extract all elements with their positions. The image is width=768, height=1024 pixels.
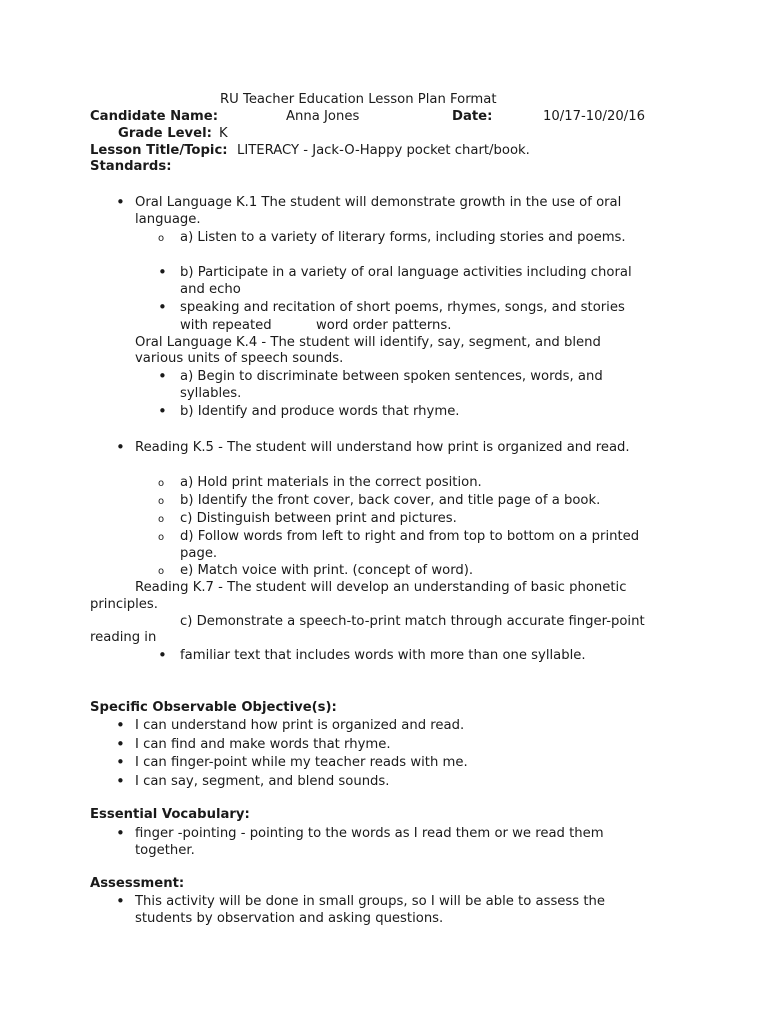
standard-k5-c: c) Distinguish between print and pictures. (180, 511, 457, 526)
standard-oral-k1-cont: language. (135, 212, 201, 227)
objective-item: I can finger-point while my teacher reads with me. (135, 755, 468, 770)
standard-oral-k4: Oral Language K.4 - The student will identify, say, segment, and blend (135, 335, 601, 350)
objective-item: I can find and make words that rhyme. (135, 737, 391, 752)
standard-k1-c-cont: with repeated (180, 318, 272, 333)
candidate-name-value: Anna Jones (286, 109, 360, 124)
vocabulary-item-cont: together. (135, 843, 195, 858)
standard-k1-b: b) Participate in a variety of oral language activities including choral (180, 265, 632, 280)
objective-item: I can understand how print is organized and read. (135, 718, 465, 733)
open-bullet-icon: o (158, 566, 165, 577)
bullet-icon: • (158, 402, 167, 420)
standards-heading: Standards: (90, 159, 172, 174)
grade-level-value: K (219, 126, 228, 141)
standard-oral-k4-cont: various units of speech sounds. (135, 351, 344, 366)
open-bullet-icon: o (158, 478, 165, 489)
lesson-title-label: Lesson Title/Topic: (90, 143, 228, 158)
assessment-heading: Assessment: (90, 876, 185, 891)
lesson-title-value: LITERACY - Jack-O-Happy pocket chart/book. (237, 143, 530, 158)
standard-oral-k1: Oral Language K.1 The student will demonstrate growth in the use of oral (135, 195, 622, 210)
bullet-icon: • (158, 367, 167, 385)
bullet-icon: • (116, 716, 125, 734)
standard-k4-b: b) Identify and produce words that rhyme. (180, 404, 460, 419)
standard-k5-d-cont: page. (180, 546, 218, 561)
grade-level-label: Grade Level: (118, 126, 212, 141)
assessment-item: This activity will be done in small groups, so I will be able to assess the (135, 894, 605, 909)
candidate-name-label: Candidate Name: (90, 109, 218, 124)
open-bullet-icon: o (158, 514, 165, 525)
standard-reading-k5: Reading K.5 - The student will understand how print is organized and read. (135, 440, 630, 455)
bullet-icon: • (116, 735, 125, 753)
standard-k5-d: d) Follow words from left to right and from top to bottom on a printed (180, 529, 640, 544)
objectives-heading: Specific Observable Objective(s): (90, 700, 337, 715)
date-value: 10/17-10/20/16 (543, 109, 645, 124)
standard-k1-a: a) Listen to a variety of literary forms, including stories and poems. (180, 230, 626, 245)
standard-k7-c: c) Demonstrate a speech-to-print match through accurate finger-point (180, 614, 645, 629)
standard-k7-c-cont2: familiar text that includes words with more than one syllable. (180, 648, 586, 663)
objective-item: I can say, segment, and blend sounds. (135, 774, 390, 789)
standard-k5-a: a) Hold print materials in the correct position. (180, 475, 482, 490)
standard-k4-a-cont: syllables. (180, 386, 242, 401)
standard-reading-k7-cont: principles. (90, 597, 158, 612)
standard-k5-e: e) Match voice with print. (concept of word). (180, 563, 474, 578)
bullet-icon: • (116, 772, 125, 790)
bullet-icon: • (116, 193, 125, 211)
bullet-icon: • (158, 646, 167, 664)
standard-reading-k7: Reading K.7 - The student will develop an understanding of basic phonetic (135, 580, 627, 595)
open-bullet-icon: o (158, 233, 165, 244)
standard-k5-b: b) Identify the front cover, back cover, and title page of a book. (180, 493, 601, 508)
vocabulary-item: finger -pointing - pointing to the words as I read them or we read them (135, 826, 604, 841)
standard-k4-a: a) Begin to discriminate between spoken sentences, words, and (180, 369, 603, 384)
vocabulary-heading: Essential Vocabulary: (90, 807, 250, 822)
bullet-icon: • (116, 892, 125, 910)
date-label: Date: (452, 109, 493, 124)
bullet-icon: • (158, 263, 167, 281)
page-title: RU Teacher Education Lesson Plan Format (220, 92, 497, 107)
open-bullet-icon: o (158, 532, 165, 543)
standard-k7-c-cont: reading in (90, 630, 157, 645)
open-bullet-icon: o (158, 496, 165, 507)
bullet-icon: • (158, 298, 167, 316)
bullet-icon: • (116, 824, 125, 842)
assessment-item-cont: students by observation and asking questions. (135, 911, 444, 926)
standard-k1-b-cont: and echo (180, 282, 241, 297)
bullet-icon: • (116, 438, 125, 456)
bullet-icon: • (116, 753, 125, 771)
standard-k1-c-cont2: word order patterns. (316, 318, 452, 333)
standard-k1-c: speaking and recitation of short poems, rhymes, songs, and stories (180, 300, 625, 315)
